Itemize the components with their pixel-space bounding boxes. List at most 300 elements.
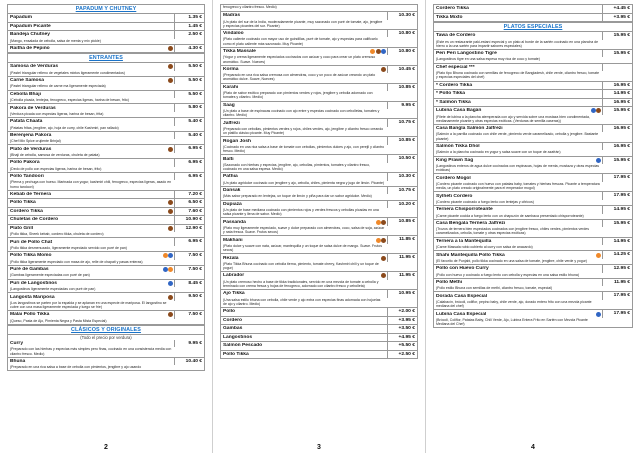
dish-price: 5.50 € bbox=[174, 91, 204, 99]
dish-description: (Un plato cremoso hecho a base de tikka tradicionales, servido en una mezcla de tomate a cebolla y terminado con crema fresca y hojas de fenogreco, adornado con cilantro fresco y cebolleta) bbox=[223, 279, 379, 288]
dish-description: (Salmón a la parrilla cocinado con chile verde, pimiento verde caramelizado, cebolla y jengibre. Bastante picante) bbox=[436, 132, 599, 141]
menu-item bbox=[220, 218, 418, 236]
menu-item bbox=[220, 201, 418, 219]
dish-name: * Pollo Tikka bbox=[436, 91, 465, 97]
dish-name: Lubina Casa Bagán bbox=[436, 108, 482, 114]
menu-item-row bbox=[434, 279, 632, 287]
menu-item-row bbox=[434, 192, 632, 200]
section-title: CLÁSICOS Y ORIGINALES bbox=[7, 325, 205, 335]
menu-item-row bbox=[8, 145, 204, 153]
brown-allergen-icon bbox=[168, 46, 173, 51]
dish-name: Rogan Josh bbox=[223, 138, 251, 144]
orange-allergen-icon bbox=[163, 253, 168, 258]
brown-allergen-icon bbox=[168, 64, 173, 69]
menu-item bbox=[433, 220, 633, 238]
dish-name: Pollo bbox=[223, 309, 235, 315]
menu-item bbox=[7, 14, 205, 23]
menu-item bbox=[433, 279, 633, 293]
menu-item-row bbox=[434, 292, 632, 300]
menu-item-row bbox=[221, 218, 417, 226]
section-title: PAPADUM Y CHUTNEY bbox=[7, 4, 205, 14]
menu-item bbox=[7, 77, 205, 91]
dish-description: (Los langostinos se parten por la espalda y se aplanan en una especie de mariposa. El langostino se cubre con una masa ligeramente especiada y luego se fríe) bbox=[10, 300, 167, 309]
dish-price: 9.95 € bbox=[174, 340, 204, 348]
dish-price: 7.50 € bbox=[174, 266, 204, 274]
brown-allergen-icon bbox=[168, 147, 173, 152]
dish-description: (Preparado en una rica salsa a base de cebolla con pimientos, jengibre y ajo usando bbox=[10, 365, 142, 370]
dish-name: Jalfrezi bbox=[223, 120, 240, 126]
dish-price: 1.35 € bbox=[174, 14, 204, 22]
brown-allergen-icon bbox=[168, 209, 173, 214]
dish-name: Casa Bengala Ternera Jalfrezi bbox=[436, 221, 506, 226]
menu-item-row bbox=[221, 187, 417, 195]
dietary-badges bbox=[376, 220, 388, 225]
dish-price: 16.95 € bbox=[602, 143, 632, 151]
dish-name: Langosta Mariposa bbox=[10, 294, 55, 300]
dish-price: 6.95 € bbox=[174, 159, 204, 167]
menu-item-row bbox=[221, 308, 417, 316]
dish-name: Papadum Picante bbox=[10, 23, 51, 29]
menu-item-row bbox=[8, 23, 204, 31]
brown-allergen-icon bbox=[168, 78, 173, 83]
menu-item bbox=[7, 311, 205, 325]
dish-description: (Gambas ligeramente especiadas con puré de pan) bbox=[10, 273, 90, 278]
blue-allergen-icon bbox=[596, 312, 601, 317]
section-title: ENTRANTES bbox=[7, 53, 205, 63]
menu-item bbox=[433, 206, 633, 220]
menu-item bbox=[220, 187, 418, 201]
menu-item bbox=[433, 14, 633, 23]
dish-description: (Chef Mix Spice crujiente Brinjal) bbox=[10, 139, 61, 144]
menu-column bbox=[220, 4, 418, 439]
menu-item bbox=[433, 107, 633, 125]
dish-name: Cordero bbox=[223, 317, 243, 323]
dish-price: 10.80 € bbox=[387, 30, 417, 38]
menu-item bbox=[220, 155, 418, 173]
dish-price: 16.95 € bbox=[602, 82, 632, 90]
dish-price: 10.50 € bbox=[387, 155, 417, 163]
menu-item bbox=[433, 125, 633, 143]
menu-item bbox=[7, 216, 205, 225]
dish-description: (Langostinos ligeramente especiadas con puré de pan) bbox=[10, 287, 96, 292]
menu-item bbox=[220, 317, 418, 326]
dish-price: 5.50 € bbox=[174, 63, 204, 71]
menu-item bbox=[433, 4, 633, 14]
dish-price: 14.95 € bbox=[602, 206, 632, 214]
dish-name: Curry bbox=[10, 341, 24, 347]
menu-section bbox=[433, 4, 633, 22]
menu-section bbox=[433, 22, 633, 328]
menu-item bbox=[7, 45, 205, 54]
menu-item bbox=[7, 63, 205, 77]
dish-name: Salmón Tikka Dhol bbox=[436, 144, 480, 150]
dish-name: Berenjena Pakora bbox=[10, 132, 52, 138]
page-number: 2 bbox=[104, 444, 108, 451]
dish-name: Pollo Tandoori bbox=[10, 174, 44, 180]
dish-price bbox=[602, 64, 632, 72]
dish-description: (Carne Massala rubio cubierto al curry con salsa de anacardo) bbox=[436, 245, 533, 250]
dish-price: 15.95 € bbox=[602, 157, 632, 165]
orange-allergen-icon bbox=[596, 253, 601, 258]
dish-price: 9.95 € bbox=[387, 102, 417, 110]
dish-name: Tikka Mixto bbox=[436, 14, 463, 20]
menu-item bbox=[7, 225, 205, 239]
dish-price: 16.95 € bbox=[602, 99, 632, 107]
dish-price: 15.95 € bbox=[602, 32, 632, 40]
dish-name: Lubina Casa Especial bbox=[436, 311, 487, 317]
menu-item-row bbox=[434, 265, 632, 273]
menu-item bbox=[220, 351, 418, 360]
menu-item bbox=[220, 4, 418, 12]
dish-price: 11.95 € bbox=[387, 272, 417, 280]
brown-allergen-icon bbox=[168, 295, 173, 300]
menu-item bbox=[7, 104, 205, 118]
menu-item-row bbox=[221, 325, 417, 333]
blue-allergen-icon bbox=[168, 253, 173, 258]
menu-item-row bbox=[434, 50, 632, 58]
dish-price: 10.85 € bbox=[387, 137, 417, 145]
dish-description: (Trozos de ternera bien especiados cocinados con jengibre fresco, chiles verdes, pimientos verdes caramelizados, cebolla, tomate y otras especias exóticas) bbox=[436, 227, 589, 236]
menu-item bbox=[7, 358, 205, 372]
dish-price: 10.30 € bbox=[387, 12, 417, 20]
menu-page-2 bbox=[0, 0, 213, 453]
menu-item bbox=[7, 199, 205, 208]
dish-price: 4.30 € bbox=[174, 45, 204, 53]
dish-name: Kebab de Ternera bbox=[10, 191, 51, 197]
menu-item bbox=[7, 266, 205, 280]
dish-description: (Pollo tikka, Sheek kebab, cordero tikka, chuleta de cordero) bbox=[10, 232, 104, 237]
dish-price: +3.50 € bbox=[387, 325, 417, 333]
menu-item-row bbox=[434, 64, 632, 72]
menu-item bbox=[433, 310, 633, 328]
menu-item bbox=[7, 118, 205, 132]
menu-item-row bbox=[434, 125, 632, 133]
brown-allergen-icon bbox=[168, 226, 173, 231]
dish-description: (Cordero picante cocinado con huevo con patatas baby, tomates y hierbas frescas. Picante a temperatura media, un plato creado originalmente para el emperador mogol) bbox=[436, 181, 600, 191]
dish-price: 6.95 € bbox=[174, 173, 204, 181]
dish-price: 5.40 € bbox=[174, 118, 204, 126]
menu-item bbox=[433, 251, 633, 265]
dish-price: 15.95 € bbox=[602, 220, 632, 228]
dish-price: 12.95 € bbox=[602, 265, 632, 273]
blue-allergen-icon bbox=[163, 267, 168, 272]
brown-allergen-icon bbox=[381, 220, 386, 225]
menu-item bbox=[220, 254, 418, 272]
dish-description: (Plato muy ligeramente especiado, suave y dulce preparado con almendras, coco, salsa de soja, azúcar y nata fresca. Suave. Frutos secos) bbox=[223, 225, 385, 235]
dish-name: Shahi Mantequilla Pollo Tikka bbox=[436, 252, 505, 258]
brown-allergen-icon bbox=[376, 49, 381, 54]
dish-name: Cebolla Bhaji bbox=[10, 91, 41, 97]
dish-price: 10.85 € bbox=[387, 84, 417, 92]
menu-item bbox=[220, 173, 418, 187]
dish-description: (Brócoli, Coliflor, Patatas Baby, Chili Verde, Ajo, Lubina Entera Frito en Sartén con Mezcla Picante Mediana del Chef) bbox=[436, 317, 588, 327]
dish-name: Balti bbox=[223, 156, 234, 162]
dish-name: * Cordero Tikka bbox=[436, 82, 473, 88]
menu-item-row bbox=[8, 31, 204, 39]
orange-allergen-icon bbox=[168, 267, 173, 272]
menu-item bbox=[7, 280, 205, 294]
dish-name: Ternera Chisporroteante bbox=[436, 207, 493, 213]
dish-name: Pollo Pakora bbox=[10, 160, 40, 166]
menu-item bbox=[220, 66, 418, 84]
dish-description: (Filete de lubina a la plancha atemperada con ajo y servida sobre una mostaza bien condimentada, medianamente picante y otras especias exóticas. (Verduras de semilla caseras)) bbox=[436, 114, 590, 123]
dish-description: (Calabacín, brócoli, coliflor, pepino baby, chile verde, ajo, dorado entero frito con una mezcla picante mediana del chef) bbox=[436, 299, 592, 309]
menu-section bbox=[7, 53, 205, 325]
dish-name: * Salmón Tikka bbox=[436, 99, 471, 105]
dish-name: Pollo Tikka bbox=[10, 200, 36, 206]
dish-price: 14.25 € bbox=[602, 251, 632, 259]
menu-item bbox=[7, 31, 205, 45]
dish-description: (El favorito de Punjabi, pollo tikka cocinado en una salsa de tomate, jengibre, chile verde y yogur) bbox=[436, 258, 587, 263]
dish-name: Tawa de Cordero bbox=[436, 33, 476, 39]
dish-price: 17.95 € bbox=[602, 192, 632, 200]
dish-price: 10.30 € bbox=[387, 173, 417, 181]
menu-item-row bbox=[8, 280, 204, 288]
dish-description: (Un plato a base de espinacas cocinado con ajo entre y especias cocinado con cebolletas, tomates y cilantro. Medio) bbox=[223, 109, 380, 118]
menu-item bbox=[433, 50, 633, 64]
dietary-badges bbox=[370, 49, 387, 54]
menu-item-row bbox=[221, 254, 417, 262]
dish-name: Chuletas de Cordero bbox=[10, 217, 59, 223]
dish-description: (Langostinos enteros de agua dulce cocinados con espinacas, hojas de menta, mostaza y otras especias exóticas) bbox=[436, 164, 600, 173]
dish-price: 5.50 € bbox=[174, 77, 204, 85]
dish-price: 14.95 € bbox=[602, 90, 632, 98]
menu-item bbox=[220, 325, 418, 334]
dish-description: (Una salsa estilo bhuna con cebolla, chile verde y ajo extra con especias finas adornada con hojuelas de ajo y cilantro. Medio) bbox=[223, 297, 381, 306]
menu-item bbox=[220, 84, 418, 102]
menu-item-row bbox=[221, 137, 417, 145]
dish-name: Cordero Tikka bbox=[436, 6, 469, 12]
dish-price: 10.20 € bbox=[387, 201, 417, 209]
dish-name: Samosa de Verduras bbox=[10, 64, 59, 70]
dish-name: Vindaloo bbox=[223, 31, 244, 37]
dish-description: (Plato dulce y suave con nata, azúcar, mantequilla y un toque de salsa dulce de mango. Suave. Frutos secos) bbox=[223, 243, 382, 253]
dish-price: +3.95 € bbox=[387, 317, 417, 325]
menu-item bbox=[220, 308, 418, 317]
dish-name: Makhani bbox=[223, 237, 243, 243]
menu-item-row bbox=[8, 225, 204, 233]
menu-item-row bbox=[8, 63, 204, 71]
menu-item bbox=[433, 265, 633, 279]
menu-item-row bbox=[434, 157, 632, 165]
menu-item-row bbox=[221, 351, 417, 359]
dish-description: (Langostinos tigre en una salsa espesa muy rica de coco y tomate) bbox=[436, 57, 540, 62]
brown-allergen-icon bbox=[381, 256, 386, 261]
dish-description: (Bhaji de cebolla, samosa de verduras, chuleta de patata) bbox=[10, 152, 100, 157]
menu-item-row bbox=[8, 199, 204, 207]
menu-item-row bbox=[8, 45, 204, 53]
menu-item-row bbox=[434, 14, 632, 22]
dish-name: Plato Grill bbox=[10, 225, 34, 231]
dish-description: (Preparado en una rica salsa cremosa con almendras, coco y un poco de azúcar creando un plato aromático dulce. Suave, Nueces) bbox=[223, 73, 376, 82]
dish-name: Cordero Tikka bbox=[10, 208, 43, 214]
dish-name: Carne Samosa bbox=[10, 78, 44, 84]
dish-price: 8.45 € bbox=[174, 280, 204, 288]
dish-description: (Pastel triangular relleno de vegetales mixtos ligeramente condimentados) bbox=[10, 70, 125, 75]
menu-item-row bbox=[434, 174, 632, 182]
menu-item bbox=[220, 137, 418, 155]
menu-item-row bbox=[221, 173, 417, 181]
menu-item-row bbox=[8, 118, 204, 126]
menu-item bbox=[7, 252, 205, 266]
menu-item-row bbox=[8, 238, 204, 246]
menu-item bbox=[220, 236, 418, 254]
menu-item bbox=[7, 173, 205, 191]
dietary-badges bbox=[163, 267, 175, 272]
section-title: PLATOS ESPECIALES bbox=[433, 22, 633, 32]
menu-item bbox=[433, 32, 633, 50]
dish-price: 6.50 € bbox=[174, 199, 204, 207]
dish-name: Langostinos bbox=[223, 334, 253, 340]
dish-price: +2.50 € bbox=[387, 351, 417, 359]
dish-name: Peri Peri Langostino Tigre bbox=[436, 51, 497, 57]
menu-item bbox=[433, 90, 633, 99]
dish-price: 11.95 € bbox=[387, 254, 417, 262]
menu-item bbox=[7, 208, 205, 217]
dish-name: Papadum bbox=[10, 15, 33, 21]
menu-item bbox=[7, 91, 205, 105]
dish-price: +5.50 € bbox=[387, 342, 417, 350]
dish-description: (Pollo estilo Bhuna con semillas de methi, cilantro fresco, tomate, especial) bbox=[436, 286, 553, 291]
menu-item-row bbox=[221, 272, 417, 280]
dish-description: (Dedo de pollo con especias ligeras, harina de besan, frito) bbox=[10, 166, 102, 171]
menu-item bbox=[220, 119, 418, 137]
dish-name: Pollo Tikka bbox=[223, 351, 249, 357]
brown-allergen-icon bbox=[596, 108, 601, 113]
brown-allergen-icon bbox=[381, 67, 386, 72]
dish-name: King Prawn Sag bbox=[436, 157, 474, 163]
menu-item-row bbox=[434, 99, 632, 107]
menu-item-row bbox=[221, 30, 417, 38]
dish-description: (Salmón a la plancha cocinado en yogur y salsa suave con un toque de azafrán) bbox=[436, 150, 561, 155]
dish-price: 10.75 € bbox=[387, 119, 417, 127]
menu-item-row bbox=[434, 251, 632, 259]
page-number: 3 bbox=[317, 444, 321, 451]
menu-item bbox=[220, 342, 418, 351]
dish-price: 11.95 € bbox=[602, 279, 632, 287]
blue-allergen-icon bbox=[596, 158, 601, 163]
dish-price: 10.85 € bbox=[387, 218, 417, 226]
menu-item-row bbox=[8, 358, 204, 366]
menu-item-row bbox=[8, 266, 204, 274]
menu-item-row bbox=[8, 104, 204, 112]
dish-name: Dupiaza bbox=[223, 201, 242, 207]
dish-name: Madrás bbox=[223, 13, 241, 19]
menu-item-row bbox=[8, 216, 204, 224]
dish-description: (Sazonado con hierbas y especias, jengibre, ajo, cebollas, pimientos, tomates y cilantro fresco, cocinado en una salsa espesa. Medio) bbox=[223, 162, 371, 171]
menu-item-row bbox=[221, 201, 417, 209]
dish-price: 6.95 € bbox=[174, 238, 204, 246]
menu-item-row bbox=[434, 238, 632, 246]
menu-item-row bbox=[8, 173, 204, 181]
dish-price: 15.95 € bbox=[602, 50, 632, 58]
dish-description: (Yogur y crema ligeramente especiados cocinados con azúcar y coco para crear un plato cremoso aromático. Suave. Nueces) bbox=[223, 55, 376, 64]
menu-item bbox=[433, 174, 633, 192]
blue-allergen-icon bbox=[591, 108, 596, 113]
dish-description: (Pollo tikka desmenuzado, ligeramente especiado servido con puré de pan) bbox=[10, 245, 127, 250]
dish-price: +4.95 € bbox=[387, 334, 417, 342]
dish-price: 6.95 € bbox=[174, 145, 204, 153]
menu-item bbox=[220, 30, 418, 48]
menu-item bbox=[433, 82, 633, 91]
dish-description: (Plato Tikka Bhuna cocinado con cebolla tierna, pimiento, tomate cherry, Kashmiri chili y un toque de yogur) bbox=[223, 261, 379, 270]
dish-price: 7.60 € bbox=[174, 208, 204, 216]
menu-item-row bbox=[8, 132, 204, 140]
menu-item bbox=[7, 340, 205, 358]
dish-name: Puri de Pollo Chat bbox=[10, 239, 53, 245]
dish-price: 9.50 € bbox=[174, 293, 204, 301]
dish-price: 10.95 € bbox=[387, 290, 417, 298]
dish-description: (Verdura picada con especias ligeras, harina de besan, frita) bbox=[10, 111, 104, 116]
blue-allergen-icon bbox=[381, 49, 386, 54]
dish-name: Pollo con Huevo Curry bbox=[436, 266, 489, 272]
dish-name: Ajo Tikka bbox=[223, 291, 245, 297]
dish-name: Dansak bbox=[223, 188, 241, 194]
menu-item bbox=[433, 238, 633, 252]
menu-item-row bbox=[221, 290, 417, 298]
dish-description: (Cebolla picada, lentejas, fenogreco, especias ligeras, harina de besan, frito) bbox=[10, 98, 129, 103]
dish-price: +3.95 € bbox=[602, 14, 632, 22]
dish-description: (Cocinado en una rica salsa a base de tomate con cebollas, pimientos dulces y ajo, con perejil y cilantro fresco. Medio) bbox=[223, 144, 385, 154]
dish-price: 10.75 € bbox=[387, 187, 417, 195]
dish-name: Gambas bbox=[223, 326, 243, 332]
dish-name: Pollo Methi bbox=[436, 280, 463, 286]
dish-description: (Un plato del sur de la India, moderadamente picante, muy sazonado con puré de tomate, ajo, jengibre y especias picantes del sur. Picante) bbox=[223, 19, 383, 28]
dish-name: Sylheti Cordero bbox=[436, 193, 473, 199]
dish-price: 17.95 € bbox=[602, 292, 632, 300]
menu-item bbox=[433, 192, 633, 206]
menu-item-row bbox=[8, 14, 204, 22]
dish-price: 12.90 € bbox=[174, 225, 204, 233]
menu-item-row bbox=[8, 208, 204, 216]
dish-name: Korma bbox=[223, 66, 239, 72]
dish-description: (Preparado con cebollas, pimientos verdes y rojos, chiles verdes, ajo, jengibre y cilantro fresco creando un platillo clásico picante. Muy Picante) bbox=[223, 126, 384, 136]
dish-name: Saag bbox=[223, 102, 235, 108]
dietary-badges bbox=[591, 108, 603, 113]
menu-item bbox=[220, 48, 418, 66]
dish-price: +2.00 € bbox=[387, 308, 417, 316]
menu-page-4 bbox=[426, 0, 640, 453]
menu-section bbox=[7, 325, 205, 372]
menu-item bbox=[433, 157, 633, 175]
menu-item bbox=[7, 145, 205, 159]
menu-item-row bbox=[221, 119, 417, 127]
dish-price: 7.50 € bbox=[174, 311, 204, 319]
dish-name: Cordero Mogol bbox=[436, 175, 471, 181]
blue-allergen-icon bbox=[168, 281, 173, 286]
menu-section bbox=[7, 4, 205, 53]
dish-description: (Plato tipo Bhuna cocinado con semillas de fenogreco de Bangladesh, chile verde, cilantro fresco, tomate y especias especiales del chef) bbox=[436, 71, 600, 80]
menu-item-row bbox=[434, 143, 632, 151]
dish-name: Pakora de Verduras bbox=[10, 105, 56, 111]
dish-price: 10.40 € bbox=[174, 358, 204, 366]
dish-description: (Mango, ensalada de cebolla, salsa de menta y mix pickle) bbox=[10, 38, 101, 43]
menu-item bbox=[7, 159, 205, 173]
brown-allergen-icon bbox=[381, 273, 386, 278]
dish-price: 10.90 € bbox=[174, 216, 204, 224]
orange-allergen-icon bbox=[370, 49, 375, 54]
dish-price: 5.80 € bbox=[174, 104, 204, 112]
menu-item bbox=[7, 293, 205, 311]
menu-item bbox=[220, 12, 418, 30]
menu-item-row bbox=[8, 293, 204, 301]
dish-name: Pathia bbox=[223, 174, 238, 180]
dish-name: Bandeja Chutney bbox=[10, 32, 50, 38]
menu-item-row bbox=[8, 252, 204, 260]
menu-item-row bbox=[221, 66, 417, 74]
menu-item-row bbox=[221, 342, 417, 350]
dish-price: 17.95 € bbox=[602, 310, 632, 318]
